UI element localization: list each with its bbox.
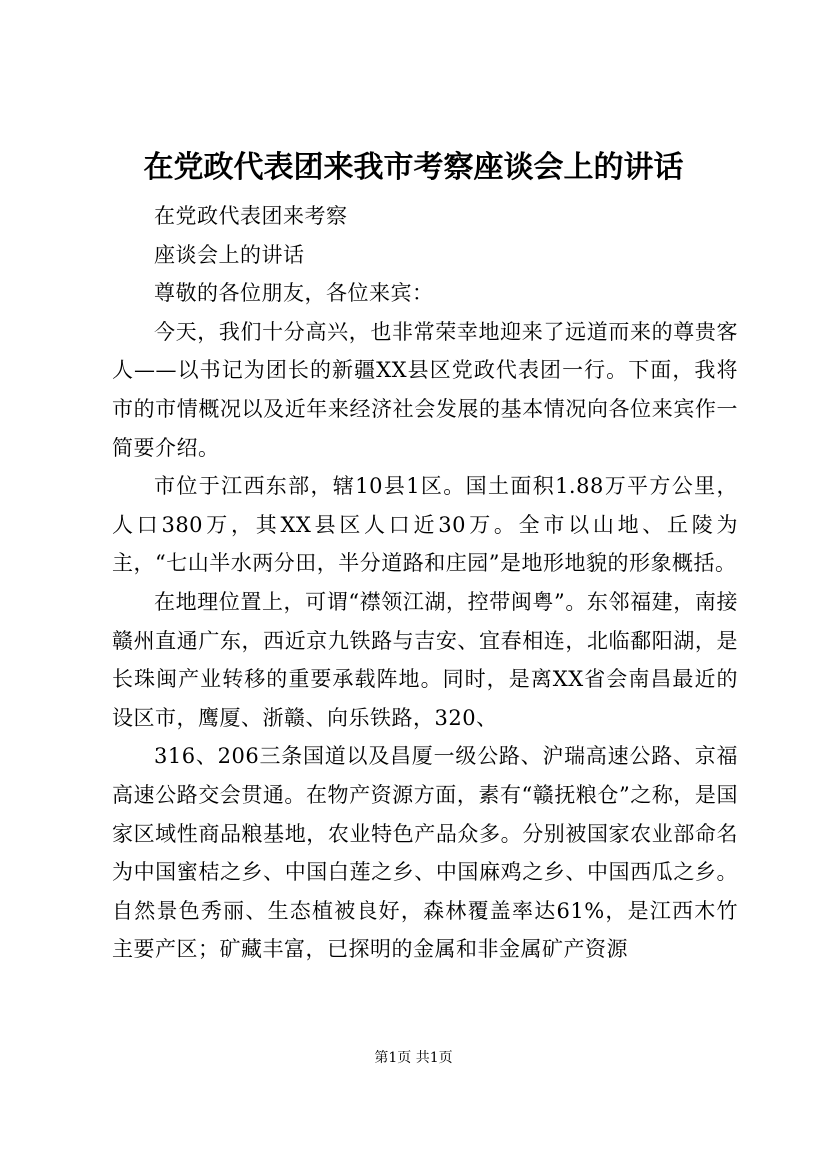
paragraph-subtitle-line-2: 座谈会上的讲话	[154, 242, 305, 267]
document-title: 在党政代表团来我市考察座谈会上的讲话	[143, 150, 684, 185]
page-footer: 第1页 共1页	[374, 1050, 453, 1066]
paragraph-transport-resources: 316、206三条国道以及昌厦一级公路、沪瑞高速公路、京福高速公路交会贯通。在物产资源方面，素有“赣抚粮仓”之称，是国家区域性商品粮基地，农业特色产品众多。分别被国家农业部命名为中国蜜桔之乡、中国白莲之乡、中国麻鸡之乡、中国西瓜之乡。自然景色秀丽、生态植被良好，森林覆盖率达61%，是江西木竹主要产区；矿藏丰富，已探明的金属和非金属矿产资源	[112, 744, 738, 962]
document-body	[112, 197, 738, 969]
paragraph-salutation: 尊敬的各位朋友，各位来宾：	[154, 281, 434, 306]
paragraph-subtitle-line-1: 在党政代表团来考察	[154, 204, 348, 228]
paragraph-introduction: 今天，我们十分高兴，也非常荣幸地迎来了远道而来的尊贵客人——以书记为团长的新疆XX县区党政代表团一行。下面，我将市的市情概况以及近年来经济社会发展的基本情况向各位来宾作一简要介绍。	[112, 319, 738, 460]
paragraph-city-overview: 市位于江西东部，辖10县1区。国土面积1.88万平方公里，人口380万，其XX县区人口近30万。全市以山地、丘陵为主，“七山半水两分田，半分道路和庄园”是地形地貌的形象概括。	[112, 474, 738, 576]
paragraph-geography: 在地理位置上，可谓“襟领江湖，控带闽粤”。东邻福建，南接赣州直通广东，西近京九铁路与吉安、宜春相连，北临鄱阳湖，是长珠闽产业转移的重要承载阵地。同时，是离XX省会南昌最近的设区市，鹰厦、浙赣、向乐铁路，320、	[112, 589, 738, 730]
